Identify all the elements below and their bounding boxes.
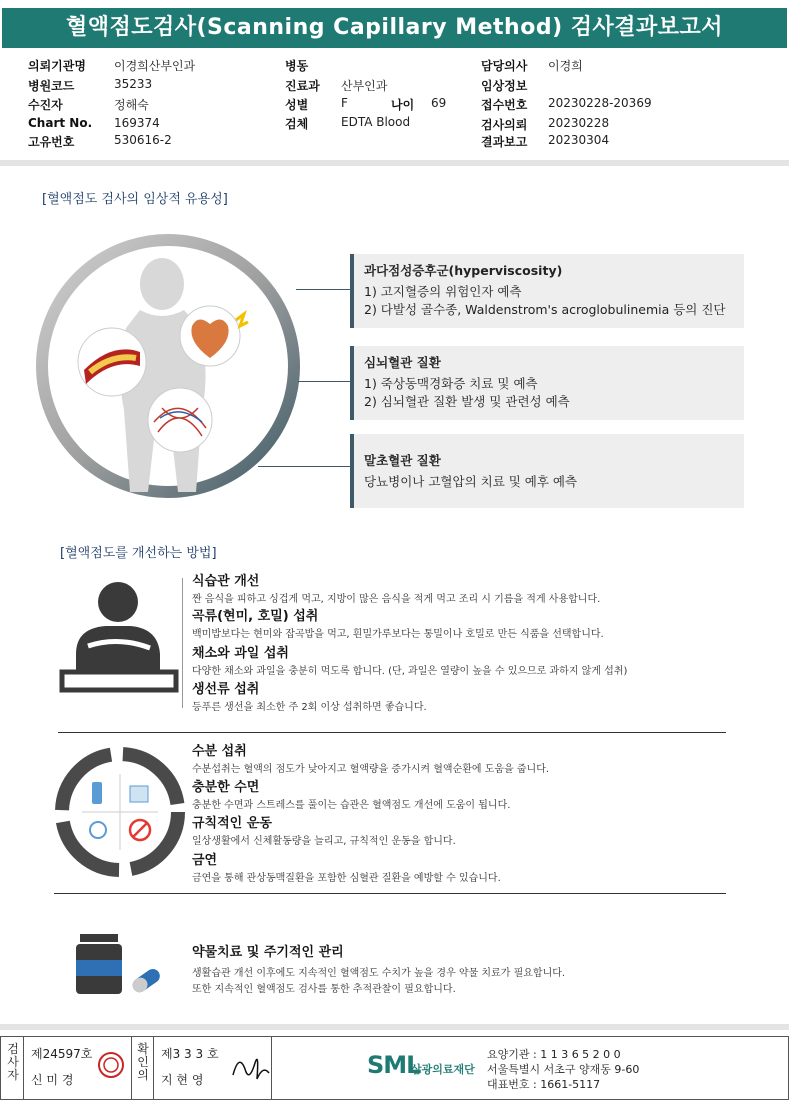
info-label: 수진자 xyxy=(28,98,63,112)
info-label: 담당의사 xyxy=(481,59,528,73)
org-line: 요양기관 : 1 1 3 6 5 2 0 0 xyxy=(487,1048,621,1061)
inspector-label: 검 사 자 xyxy=(7,1042,19,1082)
header-divider xyxy=(0,160,789,166)
clinical-box-hyperviscosity xyxy=(350,254,744,328)
bed-icon xyxy=(130,786,148,802)
section-divider xyxy=(58,732,726,733)
info-label: 검체 xyxy=(285,117,309,131)
confirm-name: 지 현 영 xyxy=(161,1073,204,1087)
method-life-3 xyxy=(192,812,752,847)
body-illustration xyxy=(30,232,310,502)
method-title: 충분한 수면 xyxy=(192,780,260,795)
info-label: 고유번호 xyxy=(28,135,75,149)
box-line: 1) 죽상동맥경화증 치료 및 예측 xyxy=(364,376,538,391)
info-label: 병동 xyxy=(285,59,309,73)
info-value: 정해숙 xyxy=(114,98,149,112)
medicine-icon xyxy=(74,930,166,998)
info-value: 20230304 xyxy=(548,133,610,147)
connector-line xyxy=(296,289,350,290)
method-desc: 다양한 채소와 과일을 충분히 먹도록 합니다. (단, 과일은 열량이 높을 수 있으므로 과하지 않게 섭취) xyxy=(192,666,628,677)
report-footer xyxy=(0,1036,789,1100)
confirm-no: 제3 3 3 호 xyxy=(161,1047,219,1061)
org-line: 서울특별시 서초구 양재동 9-60 xyxy=(487,1063,640,1076)
method-diet-1 xyxy=(192,570,752,605)
info-label: 검사의뢰 xyxy=(481,118,528,132)
footer-divider xyxy=(0,1024,789,1030)
info-label: 성별 xyxy=(285,98,309,112)
box-title: 심뇌혈관 질환 xyxy=(364,355,441,370)
box-line: 당뇨병이나 고혈압의 치료 및 예후 예측 xyxy=(364,474,578,489)
info-value: F xyxy=(341,96,348,110)
inspector-no: 제24597호 xyxy=(31,1047,93,1061)
method-life-1 xyxy=(192,740,752,775)
inspector-name: 신 미 경 xyxy=(31,1073,74,1087)
info-value: 이경희산부인과 xyxy=(114,59,196,73)
water-bottle-icon xyxy=(92,782,102,804)
info-label: 진료과 xyxy=(285,79,320,93)
method-desc: 짠 음식을 피하고 싱겁게 먹고, 지방이 많은 음식을 적게 먹고 조리 시 기름을 적게 사용합니다. xyxy=(192,594,601,605)
info-label: 임상정보 xyxy=(481,79,528,93)
method-desc: 백미밥보다는 현미와 잡곡밥을 먹고, 흰밀가루보다는 통밀이나 호밀로 만든 식품을 선택합니다. xyxy=(192,629,604,640)
improve-heading: [혈액점도를 개선하는 방법] xyxy=(60,546,217,561)
heart-icon xyxy=(180,306,248,366)
method-diet-3 xyxy=(192,642,752,677)
artery-icon xyxy=(78,328,146,396)
box-line: 2) 심뇌혈관 질환 발생 및 관련성 예측 xyxy=(364,394,570,409)
method-desc: 생활습관 개선 이후에도 지속적인 혈액점도 수치가 높을 경우 약물 치료가 필요합니다. xyxy=(192,968,566,979)
diet-bracket xyxy=(182,578,189,708)
connector-line xyxy=(258,466,350,467)
info-value: 169374 xyxy=(114,116,160,130)
method-desc: 충분한 수면과 스트레스를 풀이는 습관은 혈액점도 개선에 도움이 됩니다. xyxy=(192,800,511,811)
report-title: 혈액점도검사(Scanning Capillary Method) 검사결과보고서 xyxy=(2,8,787,48)
info-value: 산부인과 xyxy=(341,79,388,93)
eating-person-icon xyxy=(58,576,180,696)
method-title: 곡류(현미, 호밀) 섭취 xyxy=(192,609,319,624)
clinical-box-cardio xyxy=(350,346,744,420)
sml-logo: SML xyxy=(367,1051,421,1079)
age-value: 69 xyxy=(431,96,447,110)
method-title: 채소와 과일 섭취 xyxy=(192,646,289,661)
method-desc: 등푸른 생선을 최소한 주 2회 이상 섭취하면 좋습니다. xyxy=(192,702,427,713)
method-life-2 xyxy=(192,776,752,811)
box-line: 1) 고지혈증의 위험인자 예측 xyxy=(364,284,522,299)
method-diet-4 xyxy=(192,678,752,713)
confirm-signature xyxy=(227,1043,273,1089)
method-title: 생선류 섭취 xyxy=(192,682,260,697)
info-value: 530616-2 xyxy=(114,133,172,147)
info-label: 결과보고 xyxy=(481,135,528,149)
method-life-4 xyxy=(192,849,752,884)
racket-icon xyxy=(90,822,106,838)
clinical-heading: [혈액점도 검사의 임상적 유용성] xyxy=(42,192,228,207)
info-value: EDTA Blood xyxy=(341,115,411,129)
clinical-box-peripheral xyxy=(350,434,744,508)
method-title: 약물치료 및 주기적인 관리 xyxy=(192,945,344,960)
method-desc: 또한 지속적인 혈액점도 검사를 통한 추적관찰이 필요합니다. xyxy=(192,984,456,995)
box-title: 과다점성증후군(hyperviscosity) xyxy=(364,263,563,278)
vessels-icon xyxy=(148,388,212,452)
confirm-label: 확 인 의 xyxy=(137,1042,149,1082)
lifestyle-icon xyxy=(52,744,188,880)
info-value: 20230228 xyxy=(548,116,610,130)
method-desc: 금연을 통해 관상동맥질환을 포함한 심혈관 질환을 예방할 수 있습니다. xyxy=(192,873,501,884)
method-title: 규칙적인 운동 xyxy=(192,816,272,831)
info-value: 이경희 xyxy=(548,59,583,73)
info-label: 접수번호 xyxy=(481,98,528,112)
inspector-seal xyxy=(97,1051,125,1079)
info-label: 병원코드 xyxy=(28,79,75,93)
section-divider xyxy=(54,893,726,894)
method-title: 식습관 개선 xyxy=(192,574,260,589)
method-desc: 일상생활에서 신체활동량을 늘리고, 규칙적인 운동을 합니다. xyxy=(192,836,456,847)
org-name: 삼광의료재단 xyxy=(411,1063,475,1076)
box-title: 말초혈관 질환 xyxy=(364,453,441,468)
info-label: Chart No. xyxy=(28,116,93,130)
info-label: 의뢰기관명 xyxy=(28,59,86,73)
info-value: 20230228-20369 xyxy=(548,96,652,110)
org-line: 대표번호 : 1661-5117 xyxy=(487,1078,601,1091)
method-title: 수분 섭취 xyxy=(192,744,247,759)
method-diet-2 xyxy=(192,605,752,640)
age-label: 나이 xyxy=(391,98,415,112)
connector-line xyxy=(298,381,350,382)
method-title: 금연 xyxy=(192,853,218,868)
method-drug xyxy=(192,941,752,995)
info-value: 35233 xyxy=(114,77,153,91)
box-line: 2) 다발성 골수종, Waldenstrom's acroglobulinemia 등의 진단 xyxy=(364,302,726,317)
method-desc: 수분섭취는 혈액의 점도가 낮아지고 혈액량을 증가시켜 혈액순환에 도움을 줍니다. xyxy=(192,764,550,775)
